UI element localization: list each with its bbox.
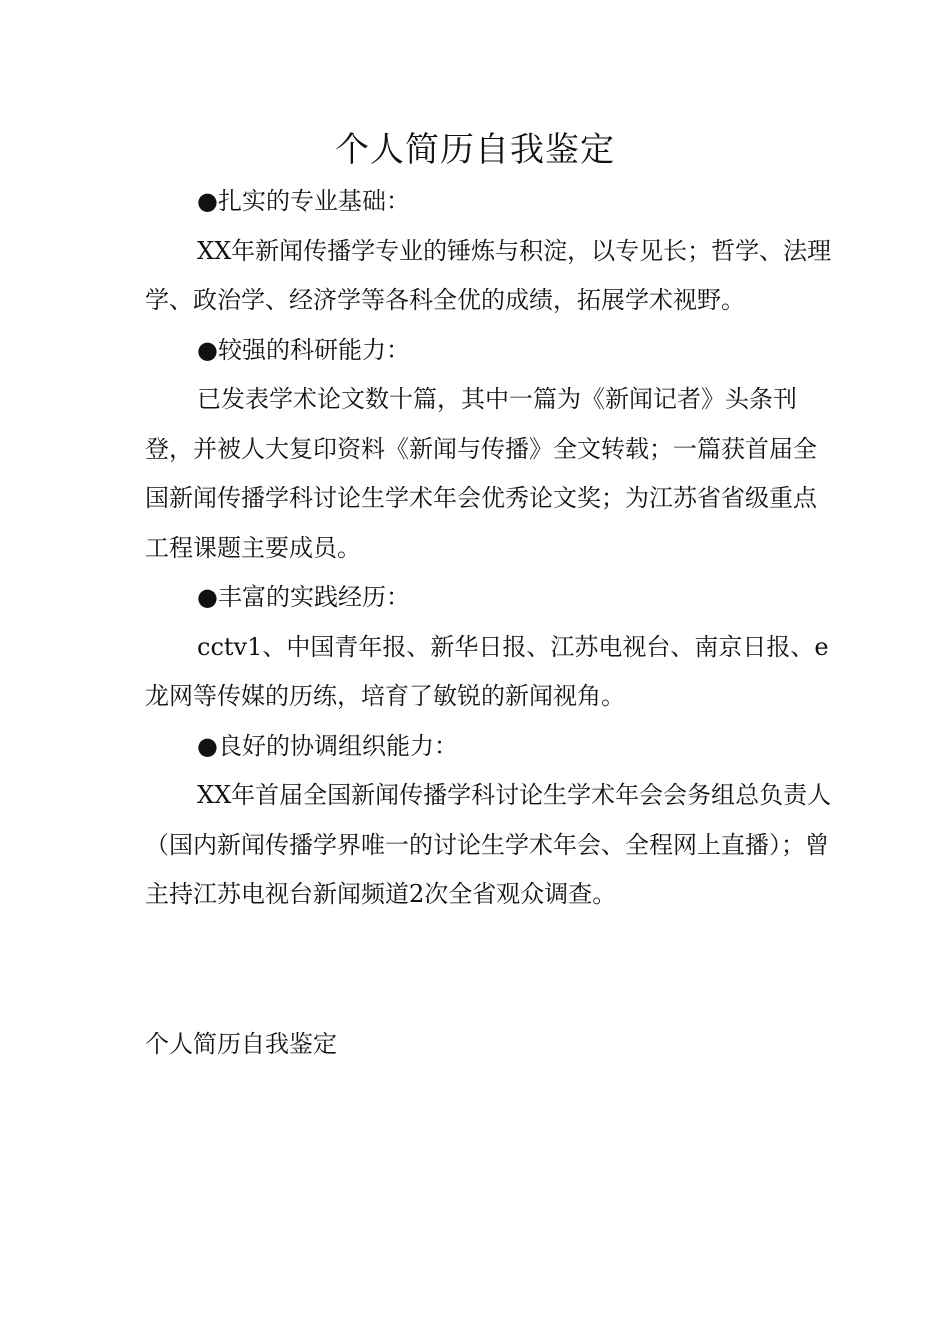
section-heading <box>145 573 835 623</box>
document-title: 个人简历自我鉴定 <box>335 130 615 170</box>
document-body <box>145 177 835 920</box>
section-paragraph: cctv1、中国青年报、新华日报、江苏电视台、南京日报、e龙网等传媒的历练，培育了敏锐的新闻视角。 <box>145 632 829 710</box>
section-paragraph: 已发表学术论文数十篇，其中一篇为《新闻记者》头条刊登，并被人大复印资料《新闻与传播》全文转载；一篇获首届全国新闻传播学科讨论生学术年会优秀论文奖；为江苏省省级重点工程课题主要成员。 <box>145 385 817 562</box>
section-heading <box>145 722 835 772</box>
bullet-icon: ● <box>197 731 218 760</box>
section-paragraph: XX年首届全国新闻传播学科讨论生学术年会会务组总负责人（国内新闻传播学界唯一的讨论生学术年会、全程网上直播）；曾主持江苏电视台新闻频道2次全省观众调查。 <box>145 781 832 908</box>
bullet-icon: ● <box>197 335 218 364</box>
section-heading-text: 良好的协调组织能力： <box>217 731 458 760</box>
section-heading-text: 丰富的实践经历： <box>217 583 410 611</box>
section-heading <box>145 326 835 376</box>
section-heading-text: 较强的科研能力： <box>217 335 410 364</box>
section-paragraph: XX年新闻传播学专业的锤炼与积淀，以专见长；哲学、法理学、政治学、经济学等各科全优的成绩，拓展学术视野。 <box>145 236 832 314</box>
bullet-icon: ● <box>197 583 218 611</box>
footer-title: 个人简历自我鉴定 <box>145 1030 337 1058</box>
section-heading <box>145 177 835 227</box>
section-heading-text: 扎实的专业基础： <box>217 187 410 215</box>
bullet-icon: ● <box>197 187 218 215</box>
